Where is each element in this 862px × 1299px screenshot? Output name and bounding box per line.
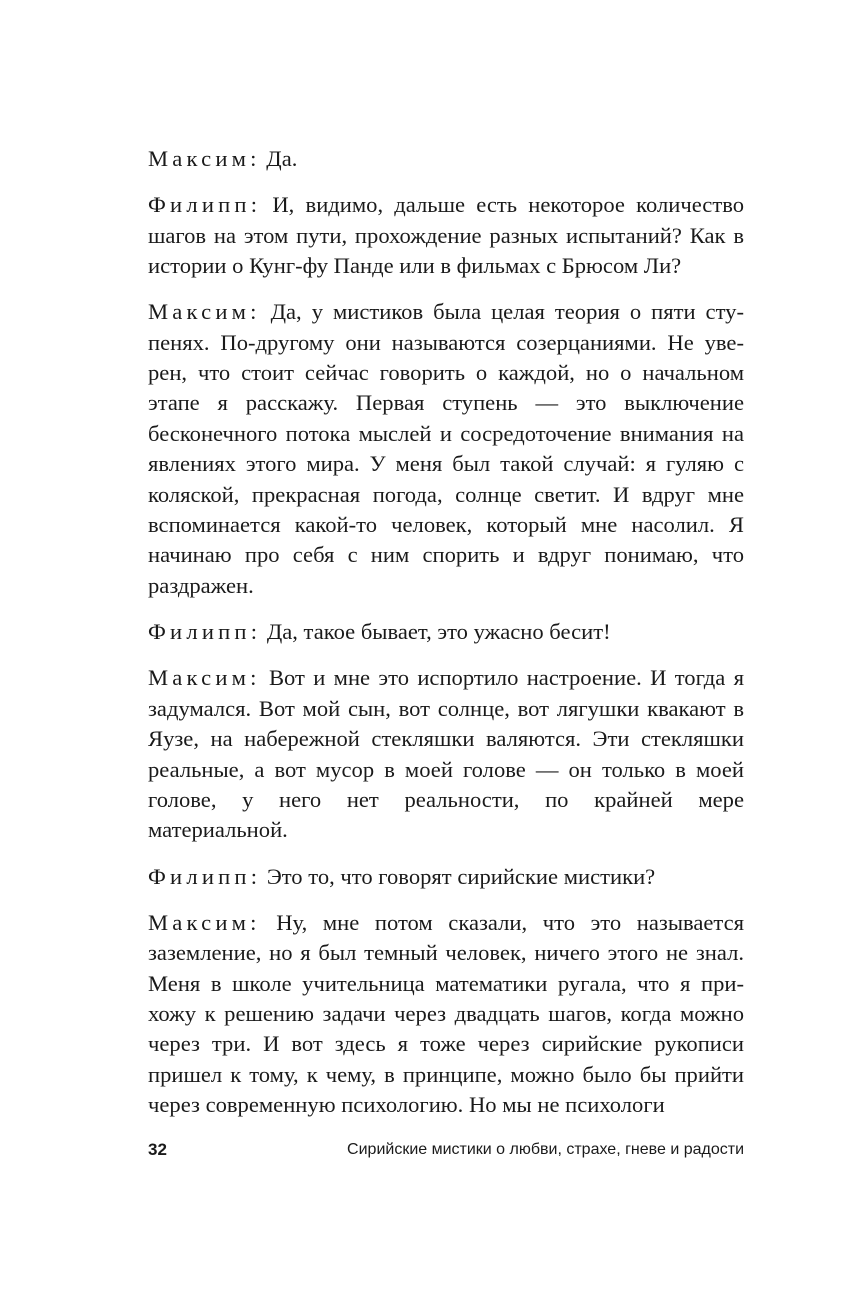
paragraph: [148, 190, 744, 281]
page-number: 32: [148, 1140, 167, 1159]
paragraph-text: Ну, мне потом сказали, что это называется заземление, но я был темный человек, ничего этого не знал. Меня в школе учительница математики ругала, что я прихожу к решению задачи через двадцать шагов, когда можно через три. И вот здесь я тоже через сирийские рукописи пришел к тому, к чему, в принципе, можно было бы прийти через современную психологию. Но мы не психологи: [148, 909, 744, 1118]
paragraph: [148, 144, 744, 174]
paragraph: [148, 908, 744, 1121]
running-head: Сирийские мистики о любви, страхе, гневе и радости: [347, 1141, 744, 1158]
paragraph-text: Да, такое бывает, это ужасно бесит!: [261, 619, 611, 645]
paragraph-text: Вот и мне это испортило настроение. И тогда я задумался. Вот мой сын, вот солнце, вот лягушки квакают в Яузе, на набережной стекляшки валяются. Эти стекляшки реальные, а вот мусор в моей голове — он только в моей голове, у него нет реальности, по крайней мере материальной.: [148, 665, 744, 843]
speaker-name: Филипп:: [148, 863, 262, 889]
paragraph: [148, 617, 744, 647]
paragraph: [148, 297, 744, 601]
paragraph-text: Да, у мистиков была целая теория о пяти ступенях. По-другому они называются созерцаниями. Не уверен, что стоит сейчас говорить о каждой, но о начальном этапе я расскажу. Первая ступень — это выключение бесконечного потока мыслей и сосредоточение внимания на явлениях этого мира. У меня был такой случай: я гуляю с коляской, прекрасная погода, солнце светит. И вдруг мне вспоминается какой-то человек, который мне насолил. Я начинаю про себя с ним спорить и вдруг понимаю, что раздражен.: [148, 299, 744, 598]
paragraph-text: И, видимо, дальше есть некоторое количество шагов на этом пути, прохождение разных испытаний? Как в истории о Кунг-фу Панде или в фильмах с Брюсом Ли?: [148, 192, 744, 279]
speaker-name: Филипп:: [148, 619, 262, 645]
dialogue-text: [148, 144, 744, 1136]
speaker-name: Максим:: [148, 146, 261, 171]
paragraph: [148, 663, 744, 845]
speaker-name: Максим:: [148, 665, 261, 691]
page-footer: [148, 1140, 744, 1170]
paragraph: [148, 862, 744, 892]
paragraph-text: Это то, что говорят сирийские мистики?: [261, 863, 656, 889]
speaker-name: Максим:: [148, 909, 261, 935]
paragraph-text: Да.: [260, 146, 298, 171]
speaker-name: Максим:: [148, 299, 261, 325]
speaker-name: Филипп:: [148, 192, 262, 218]
